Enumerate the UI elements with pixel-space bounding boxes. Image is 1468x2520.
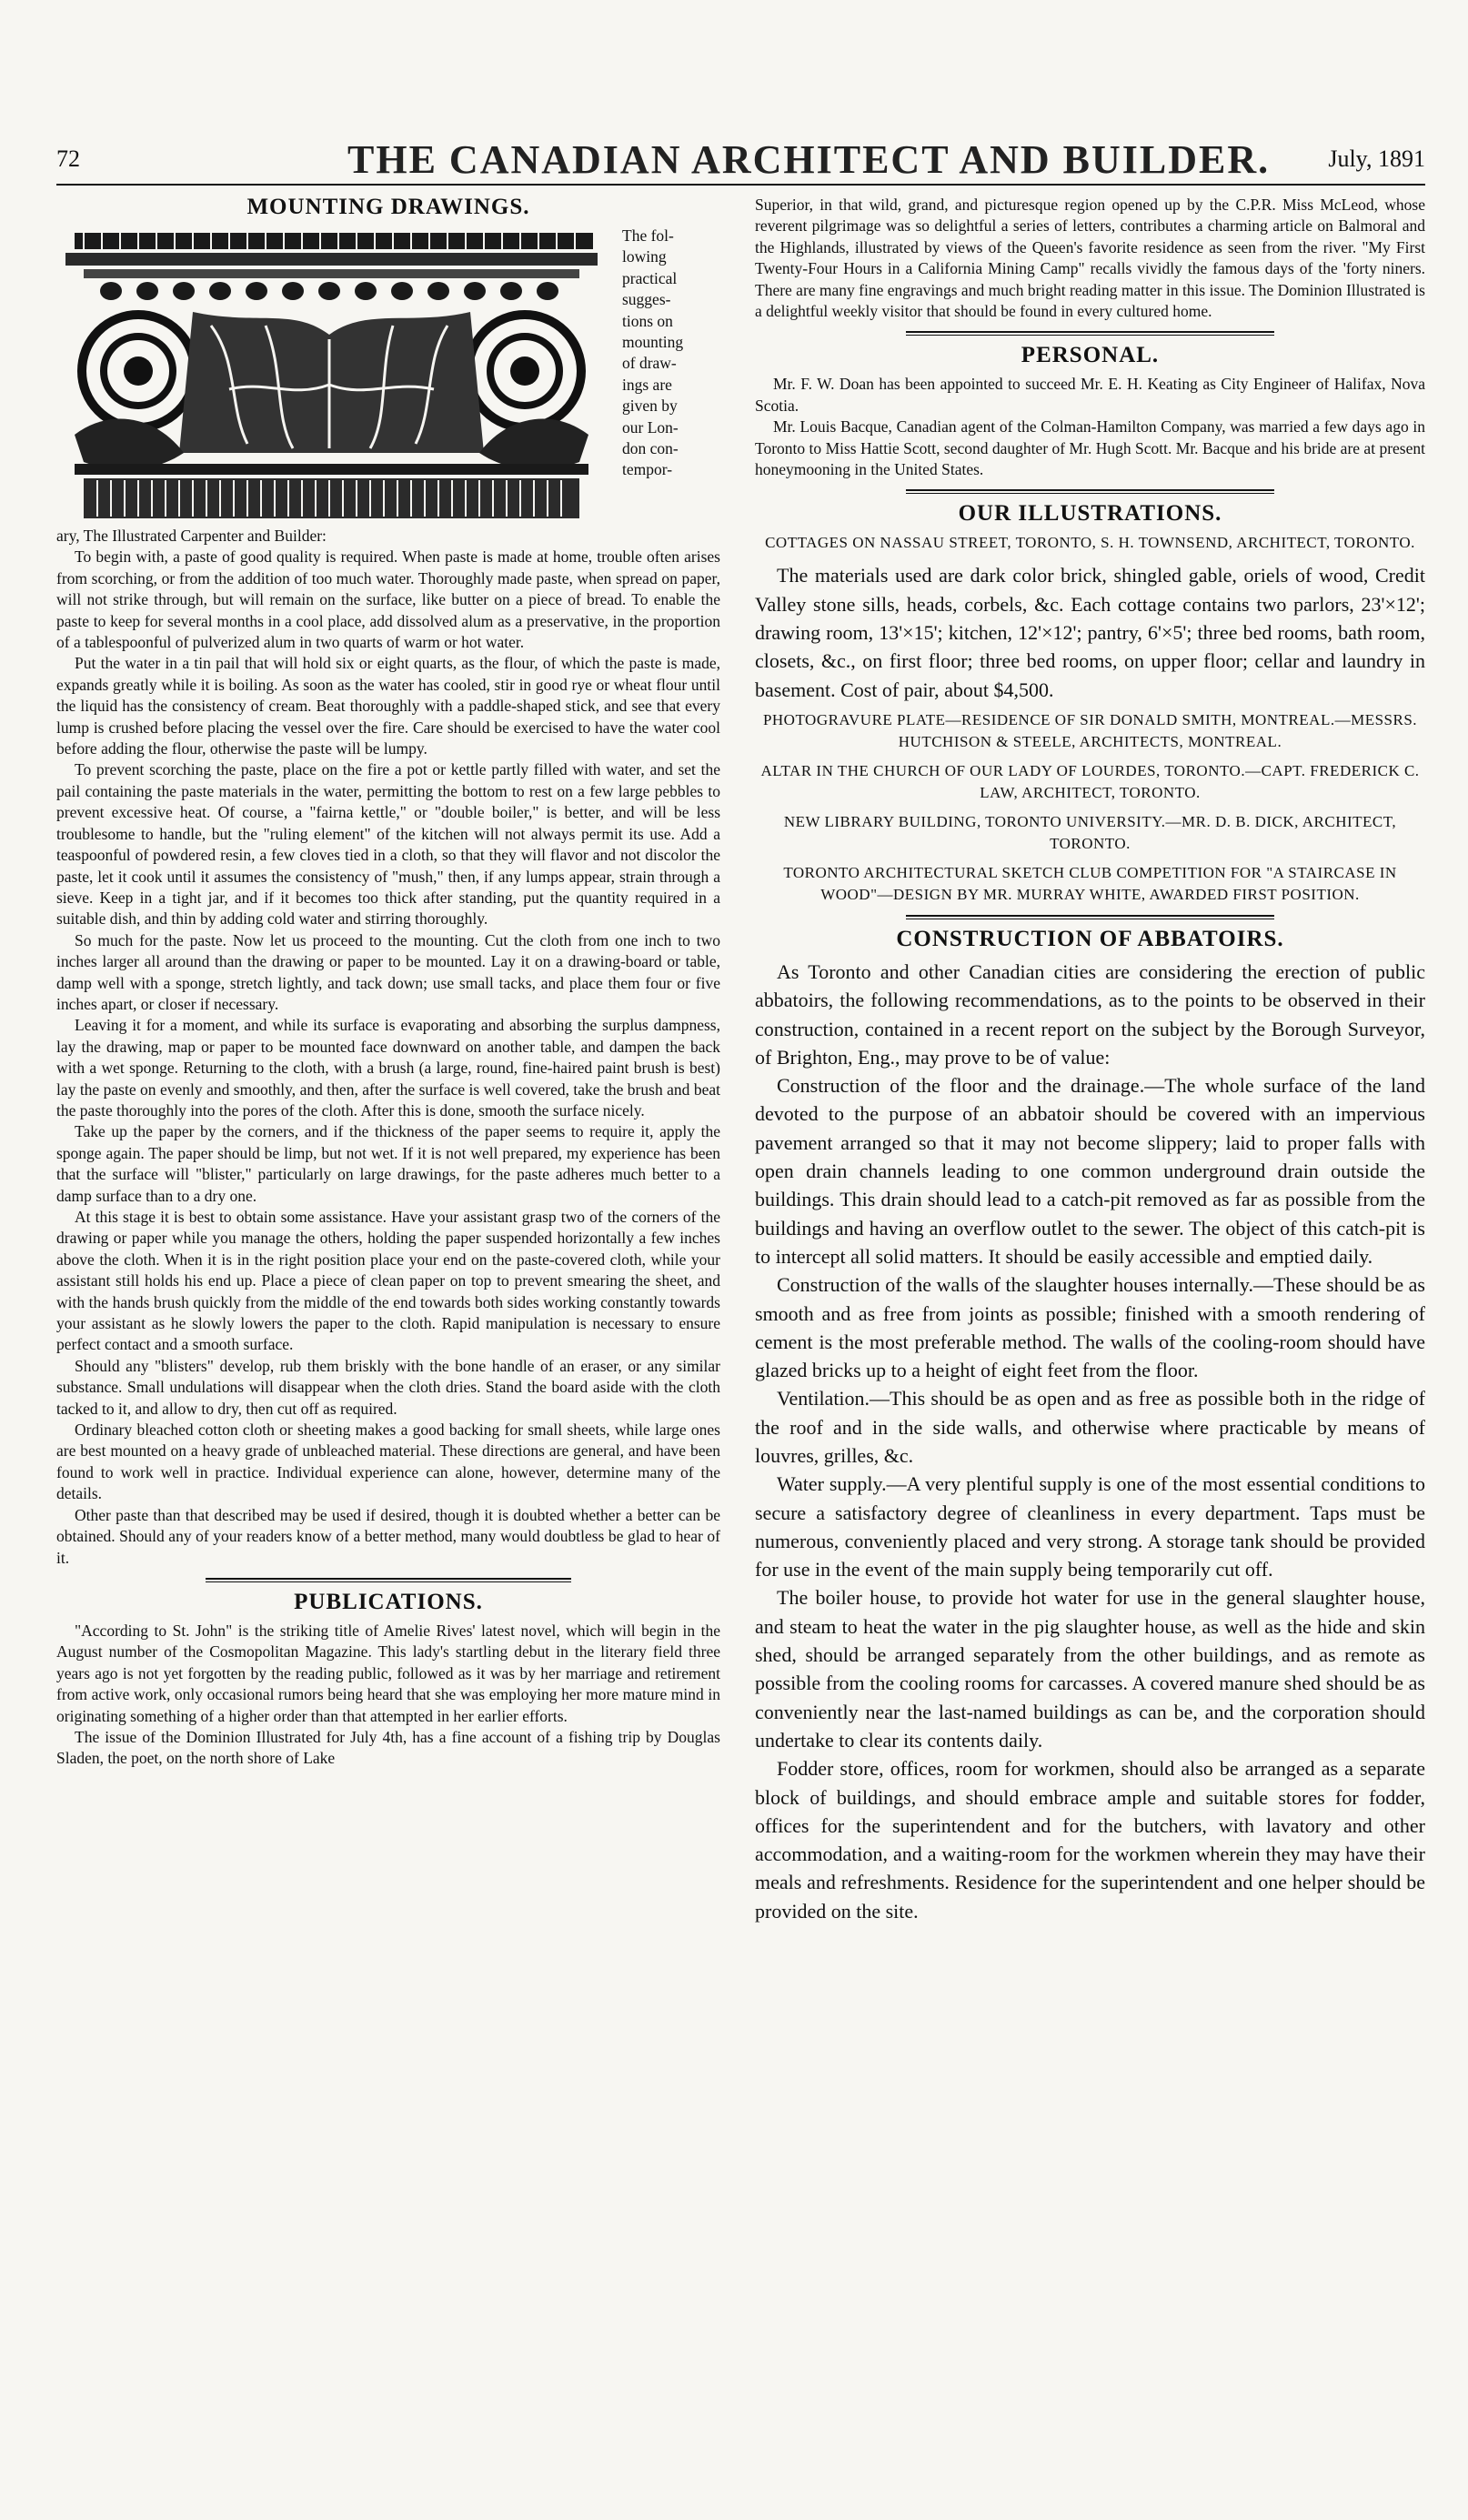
mounting-paragraph: To prevent scorching the paste, place on the fire a pot or kettle partly filled with water, and set the pail containing the paste materials in the water, permitting the bottom to rest on a few large pebbles to prevent excessive heat. Of course, a "fairna kettle," or "double boiler," is better, and will be less troublesome to handle, but the "ruling element" of the kitchen will not always permit its use. Add a teaspoonful of powdered resin, a few cloves tied in a cloth, so that they will flavor and not discolor the paste, let it cook until it assumes the consistency of "mush," then, if any lumps appear, strain through a sieve. Keep in a tight jar, and if it becomes too thick after standing, put the quantity required in a suitable dish, and thin by adding cold water and stirring thoroughly. xyxy=(56,760,720,929)
mounting-paragraph: Leaving it for a moment, and while its surface is evaporating and absorbing the surplus dampness, lay the drawing, map or paper to be mounted face downward on another table, and dampen the back with a wet sponge. Returning to the cloth, with a brush (a large, round, fine-haired paint brush is best) lay the paste on evenly and smoothly, and then, after the surface is well covered, take the brush and beat the paste thoroughly into the pores of the cloth. After this is done, smooth the surface nicely. xyxy=(56,1016,720,1119)
capital-engraving xyxy=(56,226,607,526)
intro-line: The fol- xyxy=(622,226,674,245)
abbatoirs-paragraph: Construction of the floor and the drainage.—The whole surface of the land devoted to the purpose of an abbatoir should be covered with an impervious pavement arranged so that it may not become slippery; laid to proper falls with open drain channels leading to one common underground drain outside the buildings. This drain should lead to a catch-pit removed as far as possible from the buildings and having an overflow outlet to the sewer. The object of this catch-pit is to intercept all solid matters. It should be easily accessible and emptied daily. xyxy=(755,1074,1425,1268)
intro-line: given by xyxy=(622,397,678,416)
cottages-description: The materials used are dark color brick, shingled gable, oriels of wood, Credit Valley stone sills, heads, corbels, &c. Each cottage contains two parlors, 23'×12'; drawing room, 13'×15'; kitchen, 12'×12'; pantry, 6'×5'; three bed rooms, bath room, closets, &c., on first floor; three bed rooms, on upper floor; cellar and laundry in basement. Cost of pair, about $4,500. xyxy=(755,564,1425,701)
section-rule xyxy=(906,331,1274,336)
intro-line: mounting xyxy=(622,333,684,352)
cottages-title: COTTAGES ON NASSAU STREET, TORONTO, S. H. TOWNSEND, ARCHITECT, TORONTO. xyxy=(765,534,1415,552)
mounting-paragraph: Put the water in a tin pail that will hold six or eight quarts, as the flour, of which the paste is made, expands greatly while it is boiling. As soon as the water has cooled, stir in good rye or wheat flour until the liquid has the consistency of cream. Beat thoroughly with a paddle-shaped stick, and see that every lump is crushed before placing the vessel over the fire. Care should be exercised to have the water cool before adding the flour, otherwise the paste will be lumpy. xyxy=(56,654,720,758)
abbatoirs-paragraph: Ventilation.—This should be as open and as free as possible both in the ridge of the roof and in the side walls, and otherwise where practicable by means of louvres, grilles, &c. xyxy=(755,1387,1425,1467)
intro-text-beside-image xyxy=(622,226,720,481)
publications-paragraph: The issue of the Dominion Illustrated for July 4th, has a fine account of a fishing trip by Douglas Sladen, the poet, on the north shore of Lake xyxy=(56,1727,720,1768)
mounting-paragraph: At this stage it is best to obtain some assistance. Have your assistant grasp two of the corners of the drawing or paper while you manage the others, holding the paper suspended horizontally a few inches above the cloth. When it is in the right position place your end on the paste-covered cloth, while your assistant still holds his end up. Place a piece of clean paper on top to prevent smearing the sheet, and with the hands brush quickly from the middle of the end towards both sides working constantly towards your assistant as he slowly lowers the paper to the cloth. Rapid manipulation is necessary to ensure perfect contact and a smooth surface. xyxy=(56,1208,720,1354)
mounting-paragraph: Should any "blisters" develop, rub them briskly with the bone handle of an eraser, or any similar substance. Small undulations will disappear when the cloth dries. Stand the board aside with the cloth tacked to it, and allow to dry, then cut off as required. xyxy=(56,1356,720,1418)
intro-tail: ary, The Illustrated Carpenter and Builder: xyxy=(56,527,327,545)
mounting-paragraph: To begin with, a paste of good quality is required. When paste is made at home, trouble often arises from scorching, or from the addition of too much water. Thoroughly made paste, when spread on paper, will not strike through, but will remain on the surface, like butter on a piece of bread. To enable the paste to keep for several months in a cool place, add dissolved alum as a preservative, in the proportion of a tablespoonful of pulverized alum in two quarts of warm or hot water. xyxy=(56,547,720,652)
engraving-block xyxy=(56,226,720,526)
intro-line: sugges- xyxy=(622,290,671,309)
abbatoirs-paragraph: Construction of the walls of the slaughter houses internally.—These should be as smooth and as free from joints as possible; finished with a smooth rendering of cement is the most preferable method. The walls of the cooling-room should have glazed bricks up to a height of eight feet from the floor. xyxy=(755,1273,1425,1382)
plate-title: NEW LIBRARY BUILDING, TORONTO UNIVERSITY.—MR. D. B. DICK, ARCHITECT, TORONTO. xyxy=(783,812,1397,852)
intro-line: ings are xyxy=(622,375,672,394)
personal-paragraph: Mr. Louis Bacque, Canadian agent of the Colman-Hamilton Company, was married a few days ago in Toronto to Miss Hattie Scott, second daughter of Mr. Hugh Scott. Mr. Bacque and his bride are at present honeymooning in the United States. xyxy=(755,417,1425,479)
abbatoirs-paragraph: The boiler house, to provide hot water for use in the general slaughter house, and steam to heat the water in the pig slaughter house, as well as the hide and skin shed, should be arranged separately from the other buildings, and as remote as possible from the cooling rooms for carcasses. A covered manure shed should be as conveniently near the last-named buildings as can be, and the corporation should undertake to clear its contents daily. xyxy=(755,1586,1425,1752)
page-number: 72 xyxy=(56,146,80,172)
mounting-heading: MOUNTING DRAWINGS. xyxy=(246,195,530,219)
right-column xyxy=(755,195,1425,1925)
personal-paragraph: Mr. F. W. Doan has been appointed to succeed Mr. E. H. Keating as City Engineer of Halifax, Nova Scotia. xyxy=(755,375,1425,415)
publications-paragraph: "According to St. John" is the striking title of Amelie Rives' latest novel, which will begin in the August number of the Cosmopolitan Magazine. This lady's startling debut in the literary field three years ago is not yet forgotten by the reading public, followed as it was by her marriage and retirement from active work, only occasional rumors being heard that she was employing her more mature mind in originating something of a higher order than that attempted in her earlier efforts. xyxy=(56,1621,720,1725)
left-column xyxy=(56,195,720,1770)
plate-title: ALTAR IN THE CHURCH OF OUR LADY OF LOURDES, TORONTO.—CAPT. FREDERICK C. LAW, ARCHITECT, TORONTO. xyxy=(760,761,1420,801)
abbatoirs-paragraph: As Toronto and other Canadian cities are considering the erection of public abbatoirs, the following recommendations, as to the points to be observed in their construction, contained in a recent report on the subject by the Borough Surveyor, of Brighton, Eng., may prove to be of value: xyxy=(755,959,1425,1069)
section-rule xyxy=(206,1578,571,1582)
intro-line: practical xyxy=(622,268,678,287)
abbatoirs-paragraph: Fodder store, offices, room for workmen, should also be arranged as a separate block of buildings, and should embrace ample and suitable stores for fodder, offices for the superintendent and for the butchers, with lavatory and other accommodation, and a waiting-room for the workmen wherein they may have their meals and refreshments. Residence for the superintendent and one helper should be provided on the site. xyxy=(755,1757,1425,1923)
intro-line: our Lon- xyxy=(622,417,679,437)
intro-line: tempor- xyxy=(622,460,673,479)
abbatoirs-paragraph: Water supply.—A very plentiful supply is one of the most essential conditions to secure a satisfactory degree of cleanliness in every department. Taps must be numerous, conveniently placed and very strong. A storage tank should be provided for use in the event of the main supply being temporarily cut off. xyxy=(755,1472,1425,1581)
mounting-paragraph: Take up the paper by the corners, and if the thickness of the paper seems to require it, apply the sponge again. The paper should be limp, but not wet. If it is not well prepared, my experience has been that the surface will "blister," particularly on large drawings, for the paste adheres much better to a damp surface than to a dry one. xyxy=(56,1122,720,1205)
section-rule xyxy=(906,915,1274,919)
plate-title: TORONTO ARCHITECTURAL SKETCH CLUB COMPETITION FOR "A STAIRCASE IN WOOD"—DESIGN BY MR. MURRAY WHITE, AWARDED FIRST POSITION. xyxy=(783,863,1397,903)
plate-title: PHOTOGRAVURE PLATE—RESIDENCE OF SIR DONALD SMITH, MONTREAL.—MESSRS. HUTCHISON & STEELE, ARCHITECTS, MONTREAL. xyxy=(762,710,1418,750)
intro-line: of draw- xyxy=(622,354,677,373)
continued-paragraph: Superior, in that wild, grand, and picturesque region opened up by the C.P.R. Miss McLeod, whose reverent pilgrimage was so delightful a series of letters, contributes a charming article on Balmoral and the Highlands, illustrated by views of the Queen's favorite residence as seen from the river. "My First Twenty-Four Hours in a California Mining Camp" recalls vividly the famous days of the 'forty niners. There are many fine engravings and much bright reading matter in this issue. The Dominion Illustrated is a delightful weekly visitor that should be found in every cultured home. xyxy=(755,196,1425,321)
mounting-paragraph: Other paste than that described may be used if desired, though it is doubted whether a better can be obtained. Should any of your readers know of a better method, many would doubtless be glad to hear of it. xyxy=(56,1505,720,1567)
masthead-title: THE CANADIAN ARCHITECT AND BUILDER. xyxy=(347,137,1271,182)
abbatoirs-heading: CONSTRUCTION OF ABBATOIRS. xyxy=(896,926,1284,951)
section-rule xyxy=(906,489,1274,494)
mounting-paragraph: So much for the paste. Now let us proceed to the mounting. Cut the cloth from one inch to two inches larger all around than the drawing or paper to be mounted. Lay it on a drawing-board or table, damp well with a sponge, stretch lightly, and tack down; use small tacks, and place them four or five inches apart, or closer if necessary. xyxy=(56,930,720,1013)
page-header xyxy=(56,135,1425,186)
issue-date: July, 1891 xyxy=(1328,146,1425,172)
intro-line: tions on xyxy=(622,311,673,330)
intro-line: lowing xyxy=(622,247,667,266)
personal-heading: PERSONAL. xyxy=(1021,343,1160,368)
illustrations-heading: OUR ILLUSTRATIONS. xyxy=(958,501,1222,527)
intro-line: don con- xyxy=(622,439,679,458)
publications-heading: PUBLICATIONS. xyxy=(294,1589,483,1614)
mounting-paragraph: Ordinary bleached cotton cloth or sheeting makes a good backing for small sheets, while large ones are best mounted on a heavy grade of unbleached material. These directions are general, and have been found to work well in practice. Individual experience can alone, however, determine many of the details. xyxy=(56,1421,720,1503)
